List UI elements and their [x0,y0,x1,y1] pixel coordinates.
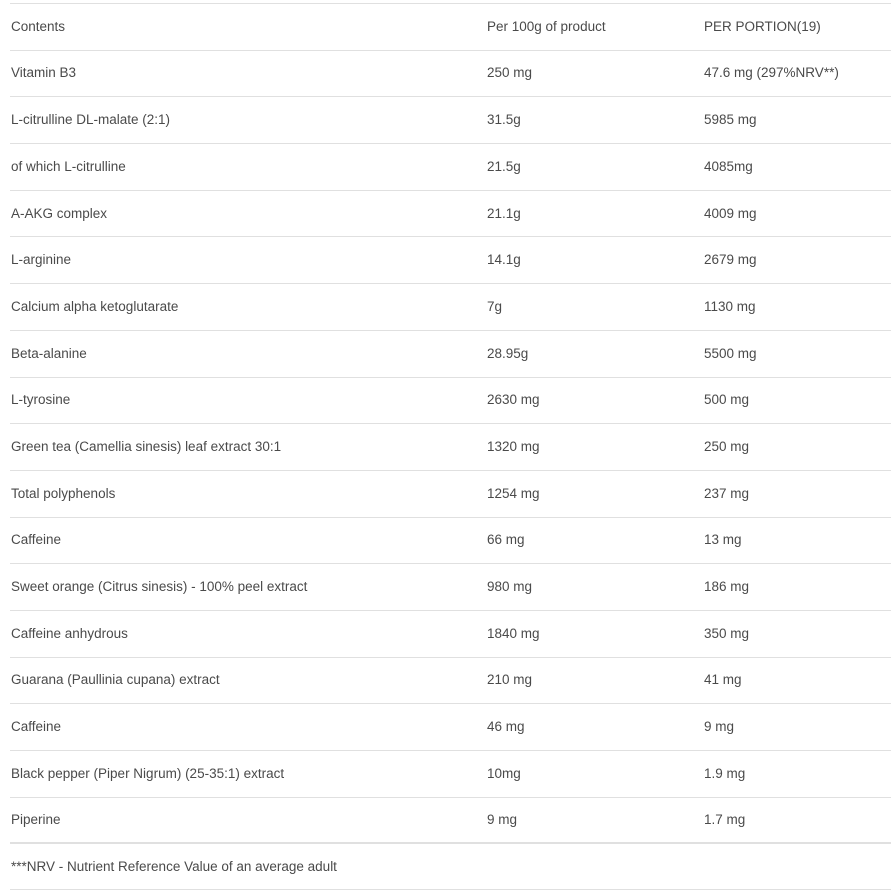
per-portion-value: 1.7 mg [704,811,746,827]
table-header-row [10,3,891,50]
ingredient-name: Sweet orange (Citrus sinesis) - 100% peel extract [11,579,308,594]
table-row [10,330,891,377]
ingredient-name: Caffeine [11,719,62,735]
table-row [10,283,891,330]
ingredient-name: Total polyphenols [11,485,116,501]
per-portion-value: 1.9 mg [704,765,746,781]
per-100g-value: 2630 mg [487,392,540,408]
ingredient-name: A-AKG complex [11,205,108,221]
ingredient-name: L-tyrosine [11,392,71,408]
table-row [10,143,891,190]
ingredient-name: L-arginine [11,252,72,268]
table-row [10,190,891,237]
column-header-per-100g: Per 100g of product [487,18,606,34]
per-100g-value: 28.95g [487,345,529,361]
per-portion-value: 4085mg [704,158,753,174]
per-100g-value: 21.1g [487,205,521,221]
per-portion-value: 186 mg [704,579,750,594]
per-portion-value: 9 mg [704,719,735,735]
table-row [10,423,891,470]
table-row [10,750,891,797]
per-100g-value: 10mg [487,765,521,781]
per-portion-value: 350 mg [704,625,750,641]
per-100g-value: 7g [487,298,503,314]
ingredient-name: Black pepper (Piper Nigrum) (25-35:1) extract [11,765,285,781]
per-portion-value: 5985 mg [704,112,757,128]
table-row [10,610,891,657]
per-portion-value: 5500 mg [704,345,757,361]
per-100g-value: 1254 mg [487,485,540,501]
ingredient-name: Caffeine anhydrous [11,625,128,641]
ingredient-name: Guarana (Paullinia cupana) extract [11,672,220,688]
ingredient-name: L-citrulline DL-malate (2:1) [11,112,171,128]
per-portion-value: 500 mg [704,392,750,408]
nutrition-contents-table [10,3,891,890]
per-100g-value: 14.1g [487,252,521,268]
per-100g-value: 1320 mg [487,438,540,454]
per-100g-value: 31.5g [487,112,521,128]
per-portion-value: 47.6 mg (297%NRV**) [704,65,839,81]
per-100g-value: 46 mg [487,719,525,735]
per-100g-value: 980 mg [487,579,533,594]
per-portion-value: 41 mg [704,672,742,688]
ingredient-name: Calcium alpha ketoglutarate [11,298,179,314]
table-row [10,703,891,750]
ingredient-name: of which L-citrulline [11,158,126,174]
per-portion-value: 4009 mg [704,205,757,221]
per-portion-value: 237 mg [704,485,750,501]
table-row [10,470,891,517]
column-header-per-portion: PER PORTION(19) [704,18,821,34]
column-header-contents: Contents [11,18,66,34]
per-100g-value: 210 mg [487,672,533,688]
table-row [10,377,891,424]
table-row [10,236,891,283]
per-100g-value: 1840 mg [487,625,540,641]
ingredient-name: Piperine [11,811,61,827]
table-row [10,797,891,844]
per-portion-value: 1130 mg [704,298,756,314]
table-row [10,657,891,704]
table-body [10,50,891,844]
per-100g-value: 250 mg [487,65,533,81]
ingredient-name: Vitamin B3 [11,65,77,81]
ingredient-name: Caffeine [11,532,62,548]
per-100g-value: 21.5g [487,158,521,174]
table-row [10,50,891,97]
ingredient-name: Green tea (Camellia sinesis) leaf extract 30:1 [11,438,282,454]
per-portion-value: 2679 mg [704,252,757,268]
per-portion-value: 13 mg [704,532,742,548]
nrv-footnote: ***NRV - Nutrient Reference Value of an average adult [11,858,337,874]
per-portion-value: 250 mg [704,438,750,454]
ingredient-name: Beta-alanine [11,345,87,361]
per-100g-value: 66 mg [487,532,525,548]
table-footer-row [10,843,891,890]
per-100g-value: 9 mg [487,811,518,827]
table-row [10,563,891,610]
table-row [10,517,891,564]
table-row [10,96,891,143]
